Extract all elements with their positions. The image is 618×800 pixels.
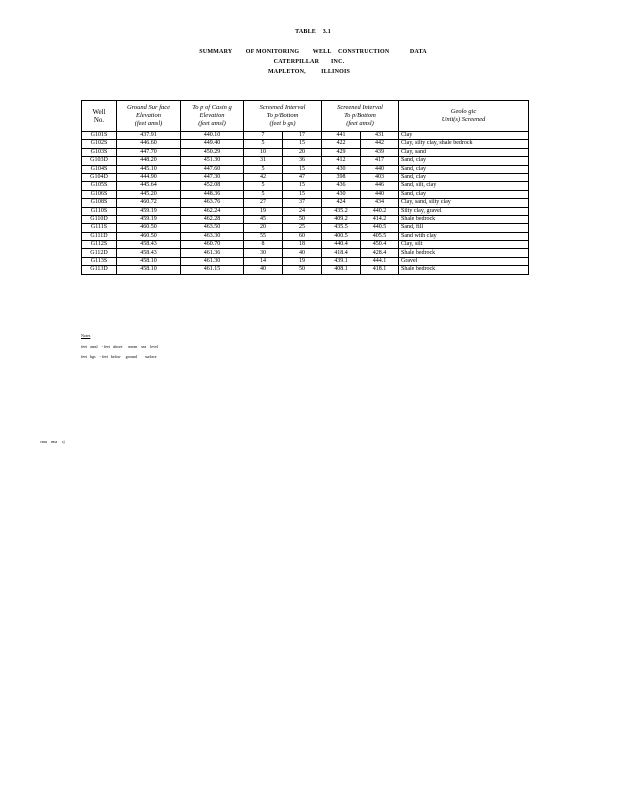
cell-ground-elevation: 460.72 (117, 199, 181, 207)
table-row (82, 182, 529, 190)
cell-bottom-amsl: 450.4 (361, 241, 399, 249)
cell-top-bgs: 8 (244, 241, 283, 249)
cell-top-amsl: 440.4 (322, 241, 361, 249)
table-row (82, 173, 529, 181)
table-row (82, 165, 529, 173)
table-title: TABLE 3.1 (295, 29, 331, 35)
cell-ground-elevation: 459.19 (117, 207, 181, 215)
cell-bottom-bgs: 24 (283, 207, 322, 215)
cell-ground-elevation: 437.91 (117, 132, 181, 140)
table-row (82, 215, 529, 223)
cell-bottom-bgs: 60 (283, 232, 322, 240)
cell-top-bgs: 5 (244, 182, 283, 190)
footer-initials: cmu rma rj (40, 439, 65, 444)
cell-bottom-amsl: 439 (361, 148, 399, 156)
cell-casing-elevation: 463.30 (181, 232, 244, 240)
cell-well: G110S (82, 207, 117, 215)
cell-top-bgs: 14 (244, 257, 283, 265)
note-bgs: feet bgs - feet below ground surface (81, 354, 157, 359)
cell-bottom-bgs: 37 (283, 199, 322, 207)
cell-top-amsl: 439.1 (322, 257, 361, 265)
cell-casing-elevation: 462.28 (181, 215, 244, 223)
cell-well: G112D (82, 249, 117, 257)
table-row (82, 190, 529, 198)
cell-top-bgs: 55 (244, 232, 283, 240)
cell-ground-elevation: 459.19 (117, 215, 181, 223)
cell-bottom-bgs: 50 (283, 215, 322, 223)
cell-casing-elevation: 463.76 (181, 199, 244, 207)
cell-bottom-amsl: 440.2 (361, 207, 399, 215)
cell-geologic-unit: Sand with clay (399, 232, 529, 240)
cell-bottom-bgs: 47 (283, 173, 322, 181)
cell-bottom-bgs: 15 (283, 182, 322, 190)
cell-bottom-bgs: 50 (283, 266, 322, 274)
table-row (82, 140, 529, 148)
cell-bottom-amsl: 444.1 (361, 257, 399, 265)
cell-geologic-unit: Shale bedrock (399, 215, 529, 223)
col-header-geologic-unit: Geolo gic Unit(s) Screened (399, 101, 529, 132)
cell-top-bgs: 19 (244, 207, 283, 215)
table-row (82, 157, 529, 165)
cell-geologic-unit: Clay (399, 132, 529, 140)
cell-bottom-amsl: 442 (361, 140, 399, 148)
table-subtitle: SUMMARY OF MONITORING WELL CONSTRUCTION DATA (199, 49, 427, 55)
cell-geologic-unit: Sand, silt, clay (399, 182, 529, 190)
cell-ground-elevation: 448.20 (117, 157, 181, 165)
cell-well: G106S (82, 190, 117, 198)
cell-top-amsl: 400.5 (322, 232, 361, 240)
cell-ground-elevation: 445.10 (117, 165, 181, 173)
cell-top-amsl: 398 (322, 173, 361, 181)
cell-geologic-unit: Silty clay, gravel (399, 207, 529, 215)
cell-geologic-unit: Clay, sand, silty clay (399, 199, 529, 207)
cell-casing-elevation: 447.60 (181, 165, 244, 173)
table-row (82, 207, 529, 215)
cell-geologic-unit: Clay, silty clay, shale bedrock (399, 140, 529, 148)
cell-top-bgs: 10 (244, 148, 283, 156)
cell-well: G112S (82, 241, 117, 249)
col-header-casing-elevation: To p of Casin g Elevation (feet amsl) (181, 101, 244, 132)
cell-bottom-bgs: 19 (283, 257, 322, 265)
cell-casing-elevation: 450.29 (181, 148, 244, 156)
cell-well: G113S (82, 257, 117, 265)
cell-ground-elevation: 446.60 (117, 140, 181, 148)
cell-geologic-unit: Clay, silt (399, 241, 529, 249)
cell-bottom-amsl: 440 (361, 165, 399, 173)
cell-ground-elevation: 460.50 (117, 224, 181, 232)
cell-geologic-unit: Shale bedrock (399, 266, 529, 274)
cell-top-amsl: 422 (322, 140, 361, 148)
cell-geologic-unit: Sand, clay (399, 173, 529, 181)
cell-top-amsl: 409.2 (322, 215, 361, 223)
cell-bottom-amsl: 403 (361, 173, 399, 181)
cell-bottom-bgs: 25 (283, 224, 322, 232)
cell-casing-elevation: 461.36 (181, 249, 244, 257)
cell-well: G113D (82, 266, 117, 274)
cell-top-bgs: 27 (244, 199, 283, 207)
cell-bottom-amsl: 428.4 (361, 249, 399, 257)
table-row (82, 199, 529, 207)
cell-casing-elevation: 440.10 (181, 132, 244, 140)
col-header-ground-elevation: Ground Sur face Elevation (feet amsl) (117, 101, 181, 132)
cell-top-bgs: 30 (244, 249, 283, 257)
cell-bottom-bgs: 17 (283, 132, 322, 140)
table-row (82, 148, 529, 156)
cell-top-amsl: 418.4 (322, 249, 361, 257)
cell-well: G102S (82, 140, 117, 148)
cell-geologic-unit: Gravel (399, 257, 529, 265)
cell-bottom-bgs: 18 (283, 241, 322, 249)
cell-bottom-amsl: 414.2 (361, 215, 399, 223)
cell-bottom-amsl: 440.5 (361, 224, 399, 232)
cell-geologic-unit: Clay, sand (399, 148, 529, 156)
table-row (82, 232, 529, 240)
cell-casing-elevation: 463.50 (181, 224, 244, 232)
cell-casing-elevation: 448.36 (181, 190, 244, 198)
cell-casing-elevation: 460.70 (181, 241, 244, 249)
header-row (82, 101, 529, 132)
cell-casing-elevation: 452.08 (181, 182, 244, 190)
cell-well: G110D (82, 215, 117, 223)
cell-top-bgs: 5 (244, 190, 283, 198)
col-header-screened-amsl: Screened Interval To p/Bottom (feet amsl) (322, 101, 399, 132)
table-row (82, 266, 529, 274)
cell-bottom-bgs: 15 (283, 190, 322, 198)
cell-ground-elevation: 460.50 (117, 232, 181, 240)
cell-top-amsl: 430 (322, 190, 361, 198)
cell-well: G101S (82, 132, 117, 140)
cell-geologic-unit: Sand, clay (399, 190, 529, 198)
well-construction-table (81, 100, 529, 275)
cell-well: G104S (82, 165, 117, 173)
cell-casing-elevation: 449.40 (181, 140, 244, 148)
cell-top-amsl: 412 (322, 157, 361, 165)
cell-top-bgs: 42 (244, 173, 283, 181)
cell-top-bgs: 20 (244, 224, 283, 232)
cell-well: G104D (82, 173, 117, 181)
cell-top-amsl: 424 (322, 199, 361, 207)
cell-geologic-unit: Sand, clay (399, 157, 529, 165)
cell-bottom-bgs: 36 (283, 157, 322, 165)
cell-top-amsl: 430 (322, 165, 361, 173)
cell-well: G103D (82, 157, 117, 165)
cell-well: G105S (82, 182, 117, 190)
table-row (82, 249, 529, 257)
notes-title: Notes (81, 333, 91, 338)
table-body (82, 132, 529, 275)
location: MAPLETON, ILLINOIS (267, 69, 351, 75)
col-header-well: Well No. (82, 101, 117, 132)
cell-top-amsl: 436 (322, 182, 361, 190)
cell-casing-elevation: 461.30 (181, 257, 244, 265)
cell-ground-elevation: 458.10 (117, 257, 181, 265)
cell-casing-elevation: 462.24 (181, 207, 244, 215)
cell-bottom-amsl: 431 (361, 132, 399, 140)
cell-bottom-bgs: 20 (283, 148, 322, 156)
cell-well: G111D (82, 232, 117, 240)
cell-well: G111S (82, 224, 117, 232)
company-name: CATERPILLAR INC. (273, 59, 345, 65)
table-row (82, 132, 529, 140)
cell-bottom-amsl: 418.1 (361, 266, 399, 274)
cell-bottom-amsl: 440 (361, 190, 399, 198)
cell-top-bgs: 5 (244, 165, 283, 173)
note-amsl: feet amsl - feet above mean sea level (81, 344, 158, 349)
cell-top-amsl: 441 (322, 132, 361, 140)
cell-top-amsl: 435.5 (322, 224, 361, 232)
cell-casing-elevation: 447.30 (181, 173, 244, 181)
cell-top-amsl: 429 (322, 148, 361, 156)
cell-ground-elevation: 458.43 (117, 249, 181, 257)
cell-geologic-unit: Sand, fill (399, 224, 529, 232)
cell-ground-elevation: 445.20 (117, 190, 181, 198)
table-row (82, 241, 529, 249)
cell-top-bgs: 7 (244, 132, 283, 140)
cell-ground-elevation: 444.90 (117, 173, 181, 181)
table-row (82, 257, 529, 265)
cell-casing-elevation: 451.30 (181, 157, 244, 165)
cell-bottom-amsl: 434 (361, 199, 399, 207)
cell-casing-elevation: 461.15 (181, 266, 244, 274)
cell-geologic-unit: Shale bedrock (399, 249, 529, 257)
cell-well: G108S (82, 199, 117, 207)
cell-bottom-bgs: 15 (283, 165, 322, 173)
cell-bottom-amsl: 446 (361, 182, 399, 190)
cell-ground-elevation: 445.64 (117, 182, 181, 190)
cell-top-bgs: 40 (244, 266, 283, 274)
cell-geologic-unit: Sand, clay (399, 165, 529, 173)
cell-top-bgs: 31 (244, 157, 283, 165)
cell-ground-elevation: 458.43 (117, 241, 181, 249)
cell-bottom-bgs: 15 (283, 140, 322, 148)
col-header-screened-bgs: Screened Interval To p/Bottom (feet b gs) (244, 101, 322, 132)
cell-top-amsl: 408.1 (322, 266, 361, 274)
cell-bottom-amsl: 405.5 (361, 232, 399, 240)
cell-ground-elevation: 447.70 (117, 148, 181, 156)
cell-top-bgs: 5 (244, 140, 283, 148)
cell-well: G103S (82, 148, 117, 156)
cell-ground-elevation: 458.10 (117, 266, 181, 274)
cell-bottom-amsl: 417 (361, 157, 399, 165)
cell-top-bgs: 45 (244, 215, 283, 223)
table-row (82, 224, 529, 232)
cell-bottom-bgs: 40 (283, 249, 322, 257)
cell-top-amsl: 435.2 (322, 207, 361, 215)
